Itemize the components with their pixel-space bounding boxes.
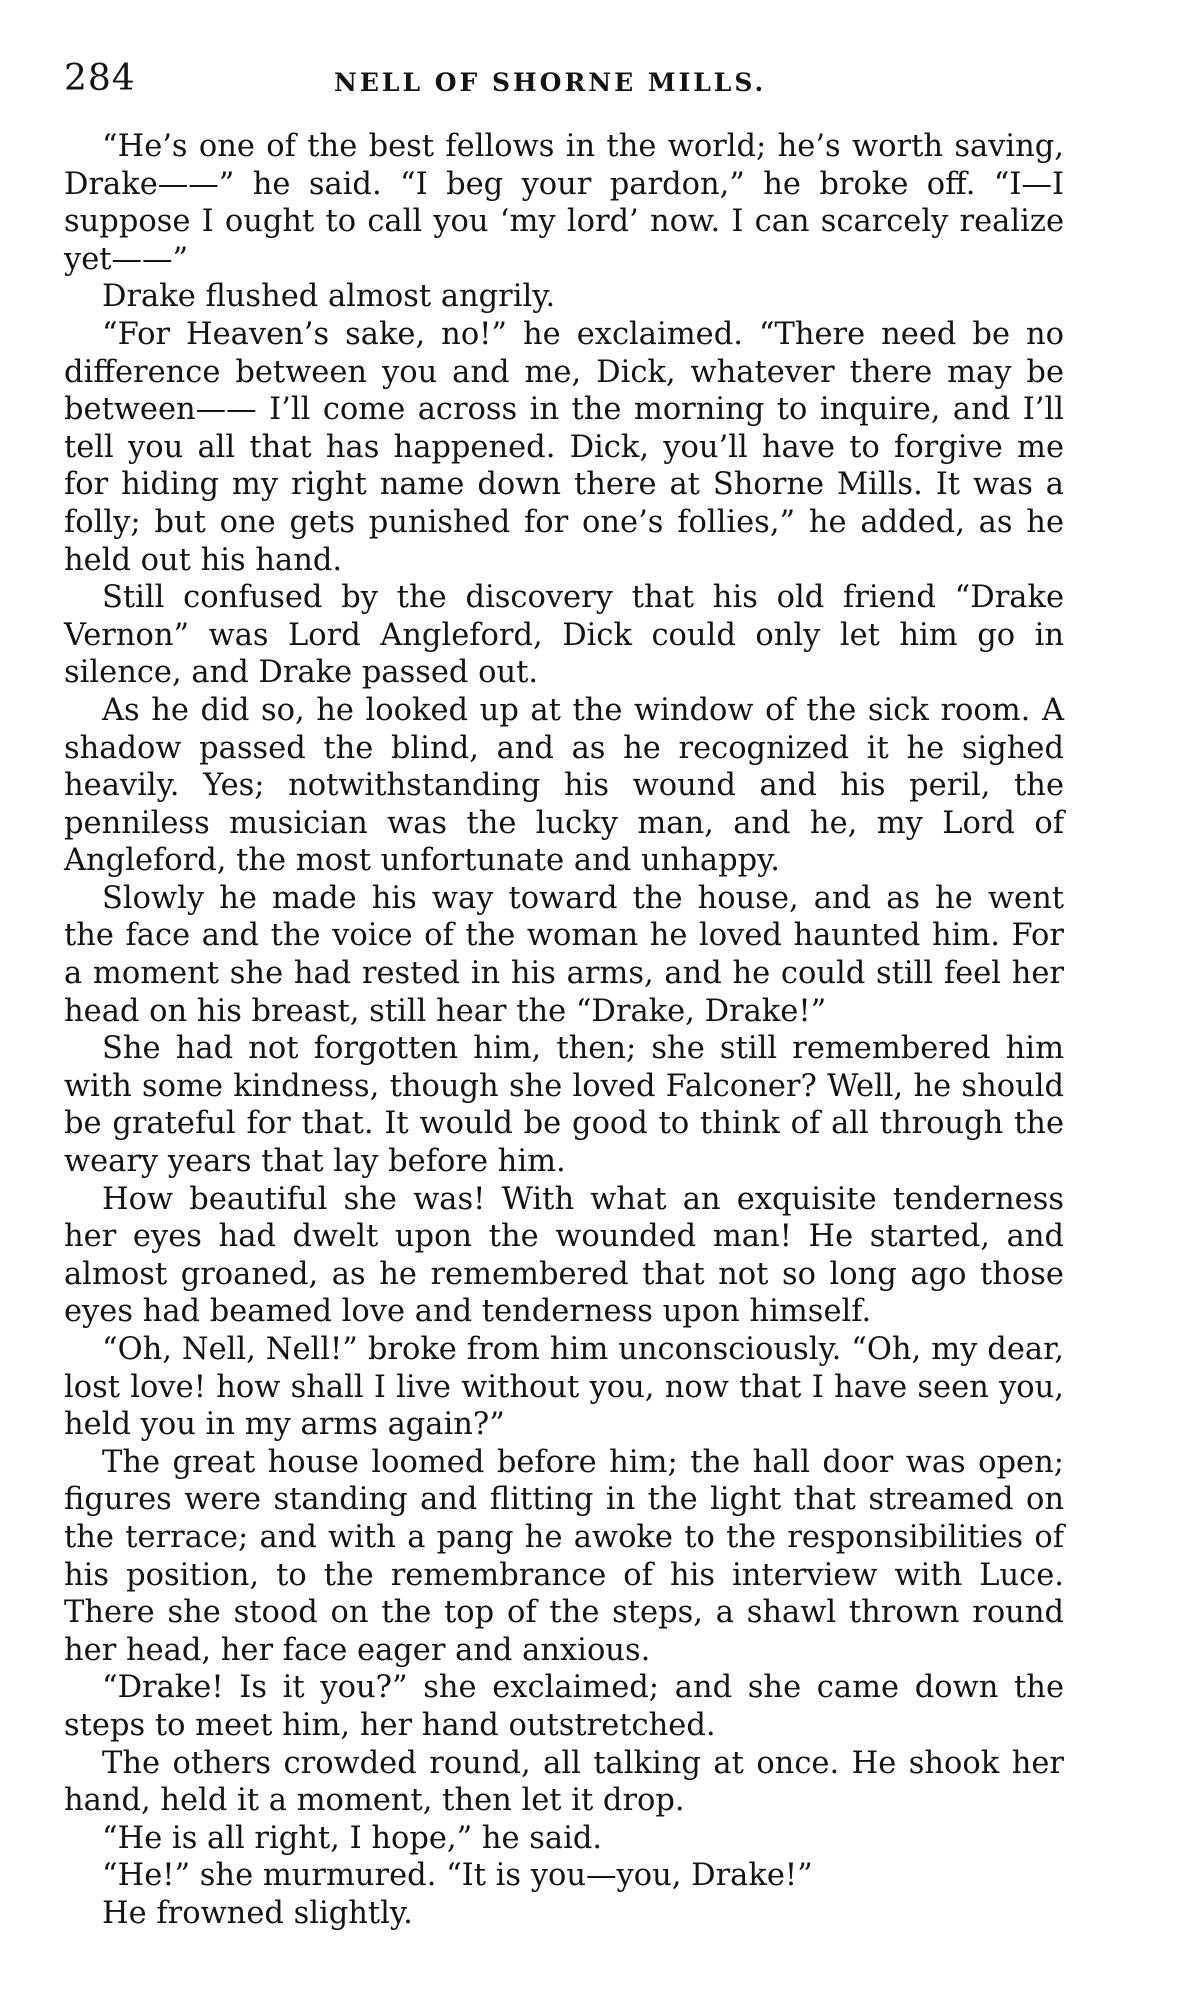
paragraph: “He!” she murmured. “It is you—you, Drake!” [102, 1858, 813, 1894]
paragraph: Drake flushed almost angrily. [102, 279, 556, 315]
page-header [64, 58, 1074, 114]
paragraph: Slowly he made his way toward the house, and as he went the face and the voice of the woman he loved haunted him. For a moment she had rested in his arms, and he could still feel her head on his breast, still hear the “Drake, Drake!” [64, 880, 1064, 1029]
paragraph: She had not forgotten him, then; she still remembered him with some kindness, though she loved Falconer? Well, he should be grateful for that. It would be good to think of all through the weary years that lay before him. [64, 1031, 1064, 1180]
paragraph: How beautiful she was! With what an exquisite tenderness her eyes had dwelt upon the wounded man! He started, and almost groaned, as he remembered that not so long ago those eyes had beamed love and tenderness upon himself. [64, 1181, 1064, 1330]
paragraph: “For Heaven’s sake, no!” he exclaimed. “There need be no difference between you and me, Dick, whatever there may be between—— I’ll come across in the morning to inquire, and I’ll tell you all that has happened. Dick, you’ll have to forgive me for hiding my right name down there at Shorne Mills. It was a folly; but one gets punished for one’s follies,” he added, as he held out his hand. [64, 316, 1064, 578]
running-title: NELL OF SHORNE MILLS. [334, 68, 767, 97]
paragraph: Still confused by the discovery that his old friend “Drake Vernon” was Lord Angleford, Dick could only let him go in silence, and Drake passed out. [64, 580, 1064, 691]
paragraph: “Oh, Nell, Nell!” broke from him unconsciously. “Oh, my dear, lost love! how shall I live without you, now that I have seen you, held you in my arms again?” [64, 1332, 1064, 1443]
paragraph: “He is all right, I hope,” he said. [102, 1820, 603, 1856]
paragraph: The great house loomed before him; the hall door was open; figures were standing and flitting in the light that streamed on the terrace; and with a pang he awoke to the responsibilities of his position, to the remembrance of his interview with Luce. There she stood on the top of the steps, a shawl thrown round her head, her face eager and anxious. [64, 1444, 1064, 1668]
paragraph: He frowned slightly. [102, 1895, 413, 1931]
body-text [64, 128, 1064, 1933]
paragraph: The others crowded round, all talking at once. He shook her hand, held it a moment, then let it drop. [64, 1745, 1064, 1819]
paragraph: “Drake! Is it you?” she exclaimed; and she came down the steps to meet him, her hand outstretched. [64, 1670, 1064, 1743]
paragraph: As he did so, he looked up at the window of the sick room. A shadow passed the blind, and as he recognized it he sighed heavily. Yes; notwithstanding his wound and his peril, the penniless musician was the lucky man, and he, my Lord of Angleford, the most unfortunate and unhappy. [64, 692, 1064, 879]
page-number: 284 [64, 58, 136, 99]
paragraph: “He’s one of the best fellows in the world; he’s worth saving, Drake——” he said. “I beg your pardon,” he broke off. “I—I suppose I ought to call you ‘my lord’ now. I can scarcely realize yet——” [64, 129, 1064, 277]
